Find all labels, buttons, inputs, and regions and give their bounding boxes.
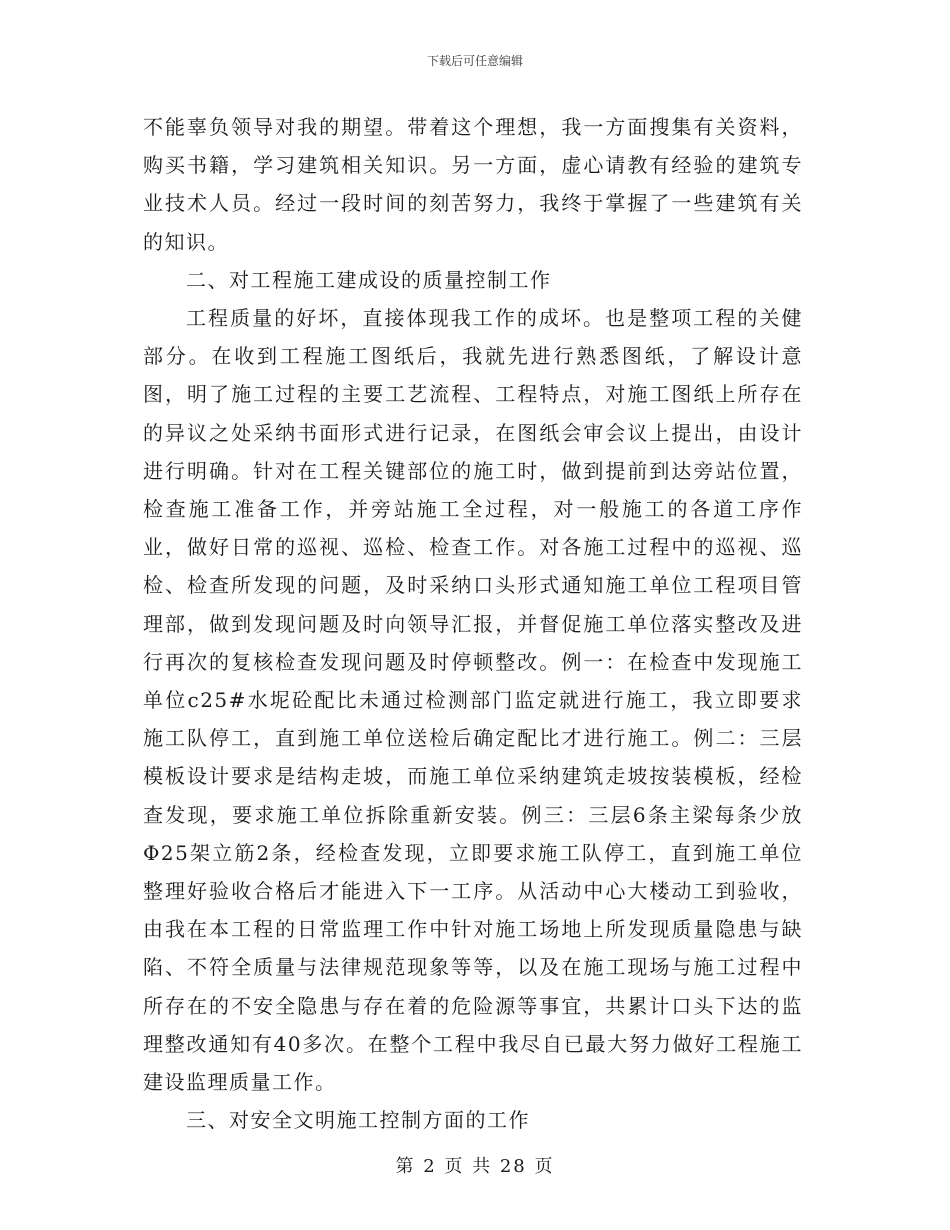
page-number: 第 2 页 共 28 页 — [395, 1156, 555, 1177]
paragraph-quality-control: 工程质量的好坏，直接体现我工作的成坏。也是整项工程的关健部分。在收到工程施工图纸后，我就先进行熟悉图纸，了解设计意图，明了施工过程的主要工艺流程、工程特点，对施工图纸上所存在的异议之处采纳书面形式进行记录，在图纸会审会议上提出，由设计进行明确。针对在工程关键部位的施工时，做到提前到达旁站位置，检查施工准备工作，并旁站施工全过程，对一般施工的各道工序作业，做好日常的巡视、巡检、检查工作。对各施工过程中的巡视、巡检、检查所发现的问题，及时采纳口头形式通知施工单位工程项目管理部，做到发现问题及时向领导汇报，并督促施工单位落实整改及进行再次的复核检查发现问题及时停顿整改。例一：在检查中发现施工单位c25#水坭砼配比未通过检测部门监定就进行施工，我立即要求施工队停工，直到施工单位送检后确定配比才进行施工。例二：三层模板设计要求是结构走坡，而施工单位采纳建筑走坡按装模板，经检查发现，要求施工单位拆除重新安装。例三：三层6条主梁每条少放Φ25架立筋2条，经检查发现，立即要求施工队停工，直到施工单位整理好验收合格后才能进入下一工序。从活动中心大楼动工到验收，由我在本工程的日常监理工作中针对施工场地上所发现质量隐患与缺陷、不符全质量与法律规范现象等等，以及在施工现场与施工过程中所存在的不安全隐患与存在着的危险源等事宜，共累计口头下达的监理整改通知有40多次。在整个工程中我尽自已最大努力做好工程施工建设监理质量工作。 — [143, 306, 803, 1095]
page-header: 下载后可任意编辑 — [426, 54, 523, 68]
document-body — [143, 108, 803, 1139]
paragraph-continuation: 不能辜负领导对我的期望。带着这个理想，我一方面搜集有关资料，购买书籍，学习建筑相关知识。另一方面，虚心请教有经验的建筑专业技术人员。经过一段时间的刻苦努力，我终于掌握了一些建筑有关的知识。 — [143, 115, 803, 254]
section-heading-3: 三、对安全文明施工控制方面的工作 — [186, 1108, 530, 1133]
section-heading-2: 二、对工程施工建成设的质量控制工作 — [186, 267, 552, 292]
